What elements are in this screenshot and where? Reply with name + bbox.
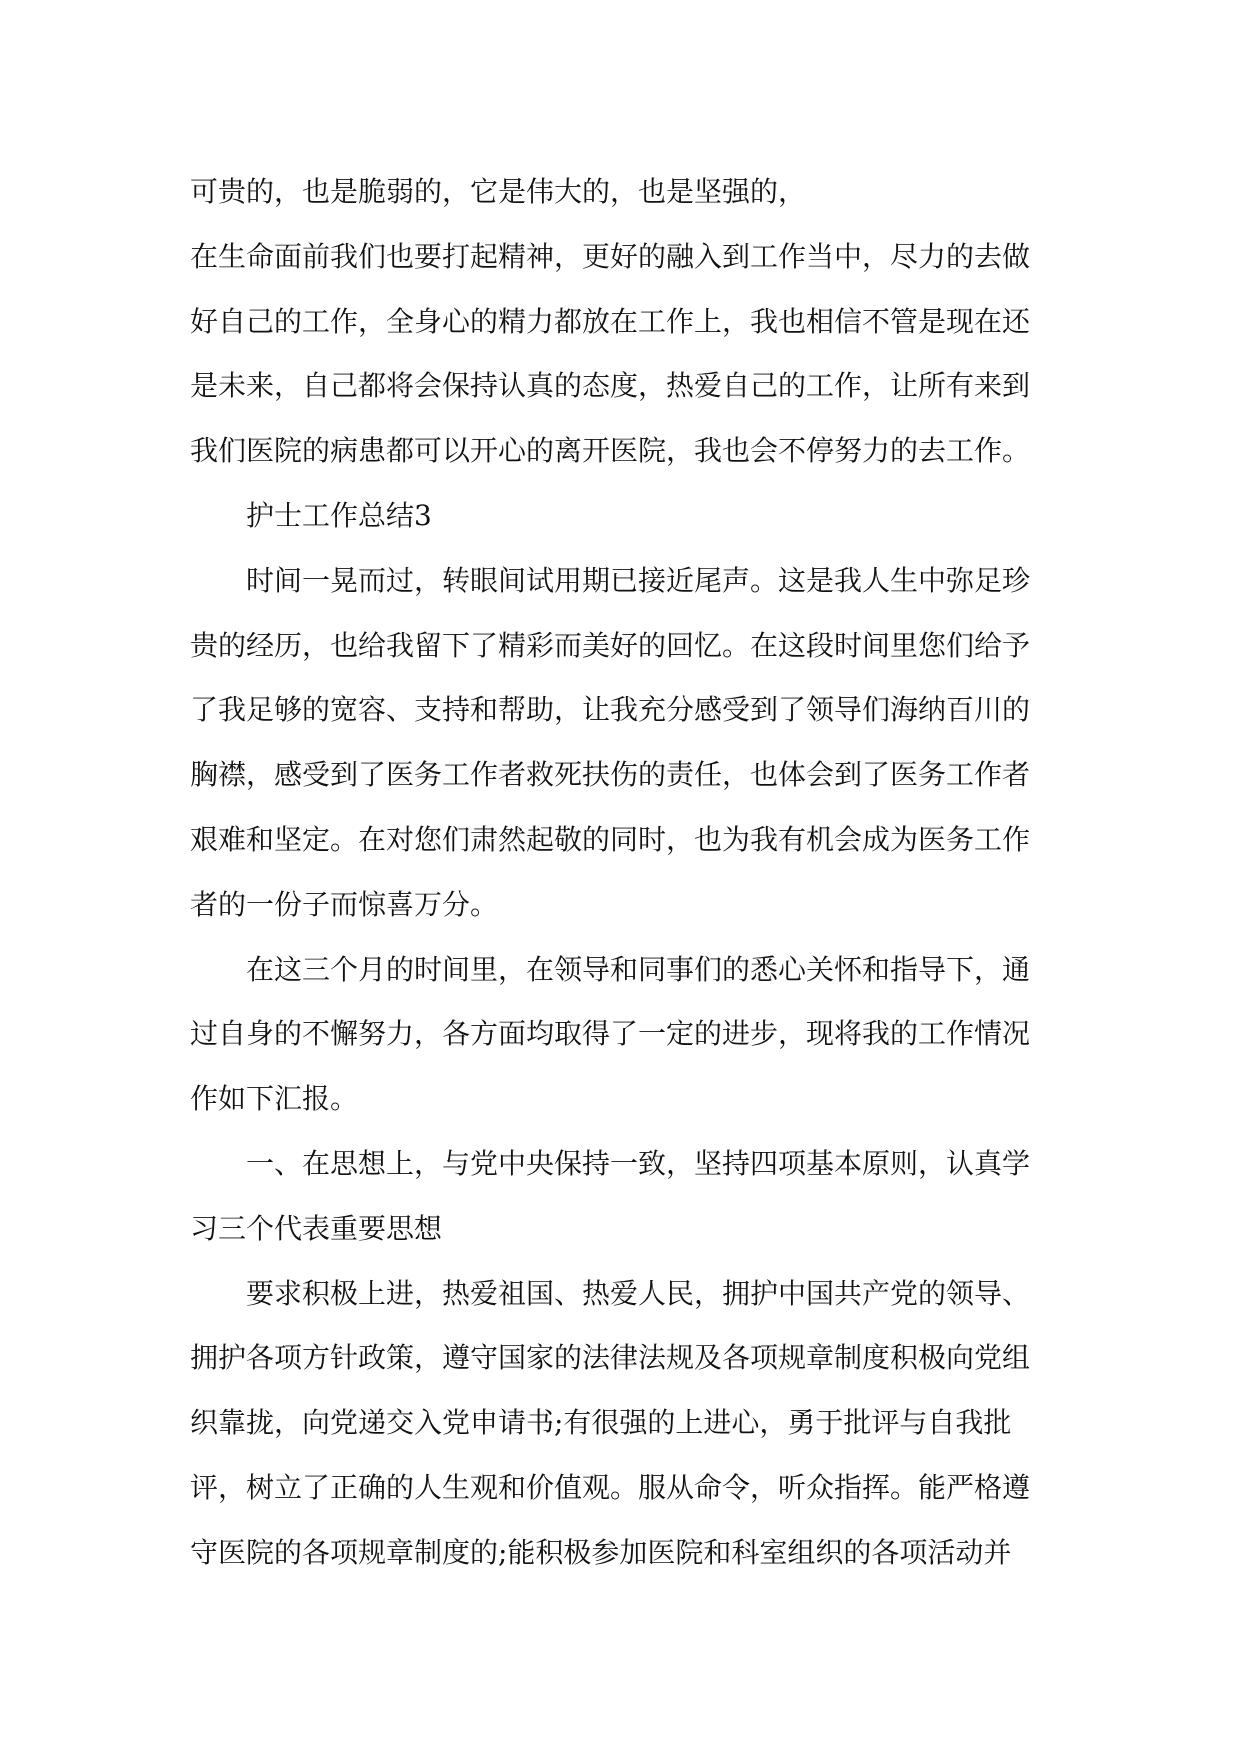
text-line: 好自己的工作，全身心的精力都放在工作上，我也相信不管是现在还	[190, 304, 1031, 338]
text-line: 是未来，自己都将会保持认真的态度，热爱自己的工作，让所有来到	[190, 369, 1031, 403]
text-line: 在这三个月的时间里，在领导和同事们的悉心关怀和指导下，通	[246, 952, 1031, 986]
text-line: 拥护各项方针政策，遵守国家的法律法规及各项规章制度积极向党组	[190, 1341, 1031, 1375]
text-line: 要求积极上进，热爱祖国、热爱人民，拥护中国共产党的领导、	[246, 1276, 1031, 1310]
text-line: 艰难和坚定。在对您们肃然起敬的同时，也为我有机会成为医务工作	[190, 822, 1031, 856]
text-line: 一、在思想上，与党中央保持一致，坚持四项基本原则，认真学	[246, 1146, 1031, 1180]
text-line: 织靠拢，向党递交入党申请书;有很强的上进心，勇于批评与自我批	[190, 1406, 1012, 1440]
text-line: 者的一份子而惊喜万分。	[190, 887, 499, 921]
section-heading: 护士工作总结3	[246, 498, 432, 532]
text-line: 胸襟，感受到了医务工作者救死扶伤的责任，也体会到了医务工作者	[190, 758, 1031, 792]
text-line: 过自身的不懈努力，各方面均取得了一定的进步，现将我的工作情况	[190, 1017, 1031, 1051]
text-line: 习三个代表重要思想	[190, 1211, 443, 1245]
text-line: 评，树立了正确的人生观和价值观。服从命令，听众指挥。能严格遵	[190, 1470, 1031, 1504]
text-line: 作如下汇报。	[190, 1082, 359, 1116]
text-line: 时间一晃而过，转眼间试用期已接近尾声。这是我人生中弥足珍	[246, 563, 1031, 597]
text-line: 了我足够的宽容、支持和帮助，让我充分感受到了领导们海纳百川的	[190, 693, 1031, 727]
text-line: 我们医院的病患都可以开心的离开医院，我也会不停努力的去工作。	[190, 434, 1031, 468]
body-text	[190, 160, 1060, 1586]
text-line: 贵的经历，也给我留下了精彩而美好的回忆。在这段时间里您们给予	[190, 628, 1031, 662]
text-line: 可贵的，也是脆弱的，它是伟大的，也是坚强的，	[190, 175, 807, 208]
text-line: 在生命面前我们也要打起精神，更好的融入到工作当中，尽力的去做	[190, 239, 1031, 273]
text-line: 守医院的各项规章制度的;能积极参加医院和科室组织的各项活动并	[190, 1535, 1012, 1569]
